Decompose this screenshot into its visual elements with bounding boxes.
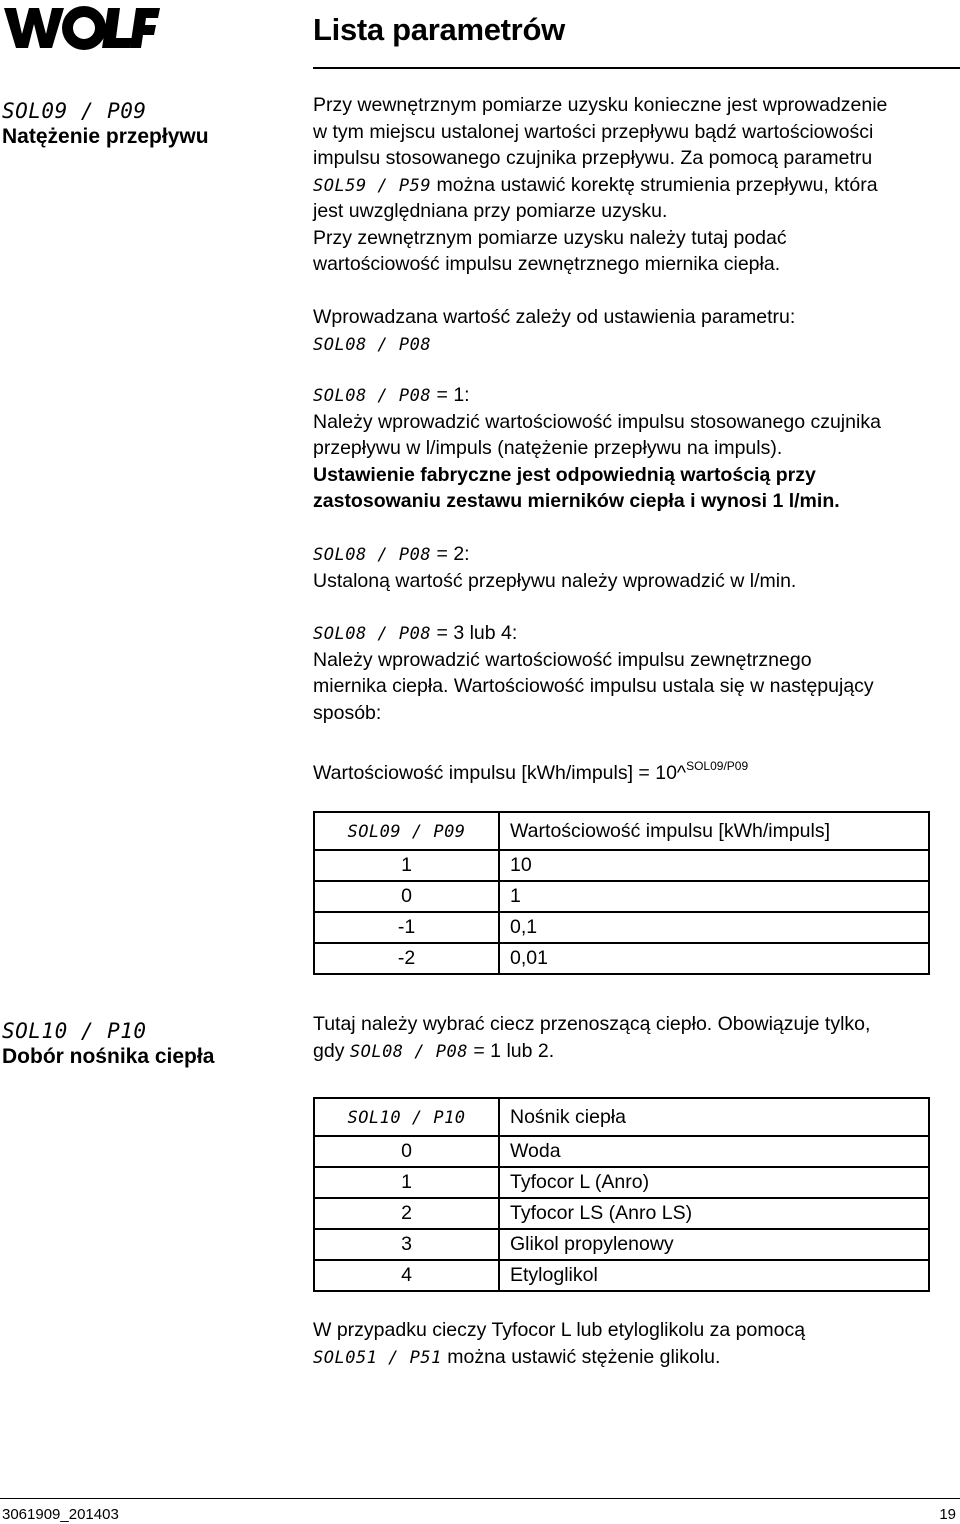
- text-line-bold: zastosowaniu zestawu mierników ciepła i wynosi 1 l/min.: [313, 490, 840, 512]
- table-cell: 1: [499, 881, 929, 912]
- param-code: SOL08 / P08: [313, 624, 432, 644]
- param-code: SOL08 / P08: [313, 334, 432, 355]
- footer-divider: [0, 1498, 960, 1499]
- table-row: [314, 850, 929, 881]
- title-divider: [313, 67, 960, 69]
- sol09-description: [313, 92, 887, 278]
- text-line: Przy zewnętrznym pomiarze uzysku należy tutaj podać: [313, 226, 787, 249]
- table-cell: Tyfocor LS (Anro LS): [499, 1198, 929, 1229]
- formula-exponent: SOL09/P09: [686, 759, 749, 773]
- heat-carrier-table: [313, 1097, 930, 1292]
- table-header-cell: SOL09 / P09: [314, 812, 499, 850]
- impulse-value-table: [313, 811, 930, 975]
- text-line: w tym miejscu ustalonej wartości przepływu bądź wartościowości: [313, 120, 874, 143]
- table-cell: -2: [314, 943, 499, 974]
- wolf-logo: [2, 4, 162, 52]
- table-cell: -1: [314, 912, 499, 943]
- table-cell: 10: [499, 850, 929, 881]
- table-header-row: [314, 812, 929, 850]
- param-name: Dobór nośnika ciepła: [2, 1045, 215, 1068]
- table-row: [314, 943, 929, 974]
- text-line: SOL59 / P59 można ustawić korektę strumienia przepływu, która: [313, 173, 878, 196]
- param-code: SOL08 / P08: [349, 1041, 468, 1062]
- text-line: miernika ciepła. Wartościowość impulsu ustala się w następujący: [313, 675, 874, 697]
- sol10-note: [313, 1317, 805, 1370]
- table-cell: 1: [314, 850, 499, 881]
- text-line: Tutaj należy wybrać ciecz przenoszącą ciepło. Obowiązuje tylko,: [313, 1013, 871, 1035]
- table-row: [314, 912, 929, 943]
- table-cell: Etyloglikol: [499, 1260, 929, 1291]
- param-code: SOL08 / P08: [313, 545, 432, 565]
- table-row: [314, 881, 929, 912]
- text-line: Przy wewnętrznym pomiarze uzysku konieczne jest wprowadzenie: [313, 94, 888, 116]
- page-number: 19: [939, 1506, 956, 1523]
- table-cell: Glikol propylenowy: [499, 1229, 929, 1260]
- table-cell: Woda: [499, 1136, 929, 1167]
- text-line: jest uwzględniana przy pomiarze uzysku.: [313, 200, 668, 222]
- sol09-option-2: [313, 541, 796, 594]
- text-line: gdy SOL08 / P08 = 1 lub 2.: [313, 1039, 555, 1062]
- table-cell: 1: [314, 1167, 499, 1198]
- table-cell: 0,01: [499, 943, 929, 974]
- param-code: SOL09 / P09: [2, 99, 147, 123]
- text-line-bold: Ustawienie fabryczne jest odpowiednią wartością przy: [313, 463, 816, 486]
- param-code: SOL59 / P59: [313, 175, 432, 196]
- table-cell: Tyfocor L (Anro): [499, 1167, 929, 1198]
- document-number: 3061909_201403: [2, 1506, 119, 1523]
- impulse-formula: Wartościowość impulsu [kWh/impuls] = 10^$^{SOL09/P09}$: [313, 759, 749, 784]
- table-cell: 3: [314, 1229, 499, 1260]
- text-line: Należy wprowadzić wartościowość impulsu stosowanego czujnika: [313, 410, 881, 433]
- text-line: SOL051 / P51 można ustawić stężenie glikolu.: [313, 1345, 721, 1368]
- table-row: [314, 1198, 929, 1229]
- param-code: SOL10 / P10: [2, 1019, 147, 1043]
- text-line: SOL08 / P08 = 2:: [313, 543, 470, 565]
- text-line: SOL08 / P08 = 3 lub 4:: [313, 622, 518, 644]
- table-header-cell: Wartościowość impulsu [kWh/impuls]: [499, 812, 929, 850]
- sol09-dependency: [313, 304, 795, 357]
- table-row: [314, 1260, 929, 1291]
- table-cell: 4: [314, 1260, 499, 1291]
- table-row: [314, 1229, 929, 1260]
- param-code: SOL051 / P51: [313, 1347, 442, 1368]
- text-line: Wprowadzana wartość zależy od ustawienia parametru:: [313, 306, 796, 328]
- sol09-option-3: [313, 620, 874, 726]
- text-line: [313, 331, 795, 358]
- sol10-description: [313, 1011, 870, 1064]
- param-code: SOL08 / P08: [313, 386, 432, 406]
- text-line: przepływu w l/impuls (natężenie przepływu na impuls).: [313, 437, 783, 459]
- param-sol09-label: [2, 99, 209, 149]
- text-line: sposób:: [313, 701, 382, 724]
- table-header-cell: SOL10 / P10: [314, 1098, 499, 1136]
- table-cell: 0,1: [499, 912, 929, 943]
- param-name: Natężenie przepływu: [2, 125, 209, 148]
- page-title: Lista parametrów: [313, 12, 565, 47]
- text-line: Ustaloną wartość przepływu należy wprowadzić w l/min.: [313, 569, 797, 592]
- param-sol10-label: [2, 1019, 214, 1069]
- text-line: impulsu stosowanego czujnika przepływu. Za pomocą parametru: [313, 147, 873, 169]
- text-line: Należy wprowadzić wartościowość impulsu zewnętrznego: [313, 648, 812, 671]
- table-row: [314, 1136, 929, 1167]
- table-cell: 2: [314, 1198, 499, 1229]
- text-line: SOL08 / P08 = 1:: [313, 384, 470, 406]
- text-line: W przypadku cieczy Tyfocor L lub etyloglikolu za pomocą: [313, 1319, 806, 1341]
- table-header-row: [314, 1098, 929, 1136]
- table-cell: 0: [314, 881, 499, 912]
- sol09-option-1: [313, 382, 881, 515]
- table-cell: 0: [314, 1136, 499, 1167]
- table-row: [314, 1167, 929, 1198]
- table-header-cell: Nośnik ciepła: [499, 1098, 929, 1136]
- text-line: wartościowość impulsu zewnętrznego miernika ciepła.: [313, 253, 781, 275]
